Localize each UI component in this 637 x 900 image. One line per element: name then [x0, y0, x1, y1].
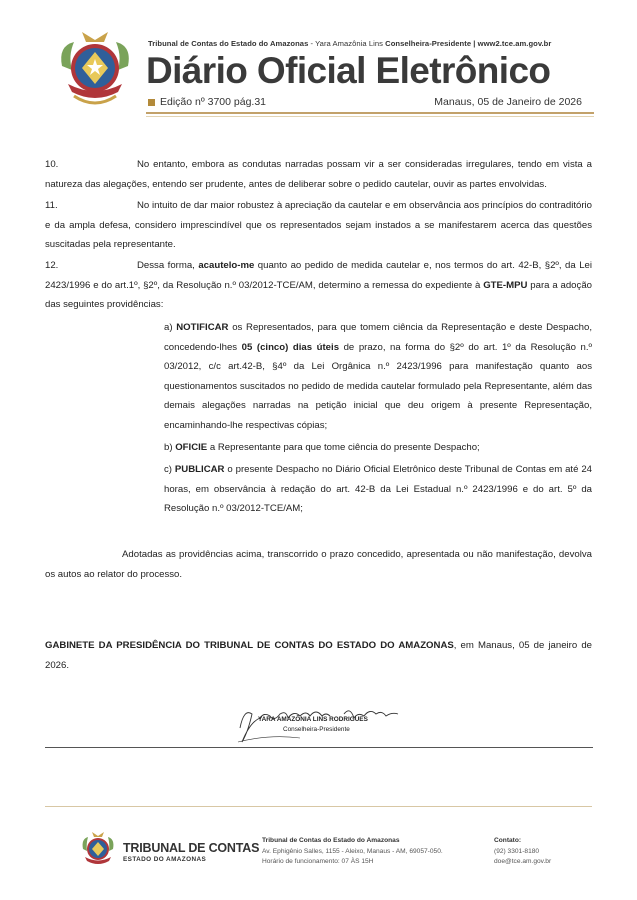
emphasis-gte-mpu: GTE-MPU — [483, 279, 528, 291]
institution-name: Tribunal de Contas do Estado do Amazonas — [148, 39, 309, 48]
edition-text: Edição nº 3700 pág.31 — [160, 96, 267, 108]
footer-info — [262, 836, 443, 868]
president-role: Conselheira-Presidente — [385, 39, 472, 48]
item-marker: c) — [164, 464, 175, 475]
paragraph-number: 10. — [45, 159, 59, 170]
president-name: Yara Amazônia Lins — [315, 39, 383, 48]
paragraph-text: No entanto, embora as condutas narradas possam vir a ser consideradas irregulares, tendo em vista a natureza das alegações, entendo ser prudente, antes de deliberar sobre o pedido cautelar, ouvir as partes envolvidas. — [45, 159, 592, 190]
item-b — [164, 438, 592, 458]
header-divider-thin — [146, 116, 594, 117]
emphasis-notificar: NOTIFICAR — [176, 322, 229, 333]
item-text: a Representante para que tome ciência do presente Despacho; — [207, 442, 480, 453]
footer-hours: Horário de funcionamento: 07 ÀS 15H — [262, 858, 374, 866]
handwritten-signature — [230, 698, 410, 748]
signer-role: Conselheira-Presidente — [283, 726, 350, 733]
emphasis-acautelo: acautelo-me — [198, 260, 255, 271]
footer-divider — [45, 806, 592, 807]
closing-paragraph: Adotadas as providências acima, transcorrido o prazo concedido, apresentada ou não manifestação, devolva os autos ao relator do processo. — [45, 549, 592, 580]
gabinete-place-date: , em Manaus, 05 de janeiro de 2026. — [45, 640, 592, 671]
item-text: o presente Despacho no Diário Oficial Eletrônico deste Tribunal de Contas em até 24 horas, em observância à redação do art. 42-B da Lei Estadual n.º 2423/1996 e do art. 5º da Resolução n.º 03/2012-TCE/AM; — [164, 464, 592, 515]
signature-divider — [45, 747, 593, 748]
paragraph-12 — [45, 256, 592, 315]
footer-coat-of-arms-icon — [78, 829, 118, 869]
item-marker: a) — [164, 322, 177, 333]
paragraph-11 — [45, 196, 592, 255]
emphasis-prazo: 05 (cinco) dias úteis — [241, 341, 340, 353]
header-top-line — [148, 39, 551, 48]
edition-info — [148, 96, 266, 108]
footer-info-title: Tribunal de Contas do Estado do Amazonas — [262, 837, 400, 844]
gabinete-line — [45, 636, 592, 675]
item-text: de prazo, na forma do §2º do art. 1º da Resolução n.º 03/2012, c/c art.42-B, §4º da Lei Orgânica n.º 2423/1996 para manifestação quanto aos questionamentos suscitados no pedido de medida cautelar formulado pela Representante, além das demais alegações narradas na petição inicial que deu origem à presente Representação, encaminhando-lhe respectivas cópias; — [164, 341, 592, 431]
signer-name: YARA AMAZÔNIA LINS RODRIGUES — [258, 716, 368, 723]
footer-phone[interactable]: (92) 3301-8180 — [494, 847, 540, 855]
gabinete-title: GABINETE DA PRESIDÊNCIA DO TRIBUNAL DE CONTAS DO ESTADO DO AMAZONAS — [45, 640, 454, 651]
paragraph-10 — [45, 155, 592, 194]
emphasis-oficie: OFICIE — [175, 442, 208, 453]
footer-address: Av. Ephigênio Salles, 1155 - Aleixo, Manaus - AM, 69057-050. — [262, 847, 443, 855]
paragraph-text: No intuito de dar maior robustez à apreciação da cautelar e em observância aos princípios do contraditório e da ampla defesa, considero imprescindível que os representados sejam instados a se manifestarem acerca das questões suscitadas pela representante. — [45, 200, 592, 251]
footer-contact-title: Contato: — [494, 837, 522, 844]
paragraph-text: para a adoção das seguintes providências: — [45, 279, 592, 311]
square-bullet-icon — [148, 99, 155, 106]
paragraph-number: 12. — [45, 260, 59, 271]
paragraph-number: 11. — [45, 200, 58, 211]
emphasis-publicar: PUBLICAR — [174, 464, 225, 475]
item-c — [164, 460, 592, 519]
paragraph-text: quanto ao pedido de medida cautelar e, nos termos do art. 42-B, §2º, da Lei 2423/1996 e do art.1º, §2º, da Resolução n.º 03/2012-TCE/AM, determino a remessa do expediente à — [45, 260, 593, 291]
item-a — [164, 318, 592, 436]
page-header — [0, 0, 637, 125]
page-title: Diário Oficial Eletrônico — [146, 50, 551, 91]
header-separator: - — [308, 39, 316, 48]
header-divider — [146, 112, 594, 114]
site-link[interactable]: | www2.tce.am.gov.br — [473, 39, 552, 48]
coat-of-arms-icon — [52, 26, 138, 112]
footer-brand: TRIBUNAL DE CONTAS — [123, 841, 260, 855]
publication-date: Manaus, 05 de Janeiro de 2026 — [434, 96, 582, 108]
footer-brand-sub: ESTADO DO AMAZONAS — [123, 856, 207, 863]
item-marker: b) — [164, 442, 176, 453]
paragraph-text: Dessa forma, — [137, 260, 199, 271]
footer-contact — [494, 836, 551, 868]
item-text: os Representados, para que tomem ciência da Representação e deste Despacho, concedendo-lhes — [164, 322, 592, 353]
footer-email[interactable]: doe@tce.am.gov.br — [494, 858, 552, 866]
